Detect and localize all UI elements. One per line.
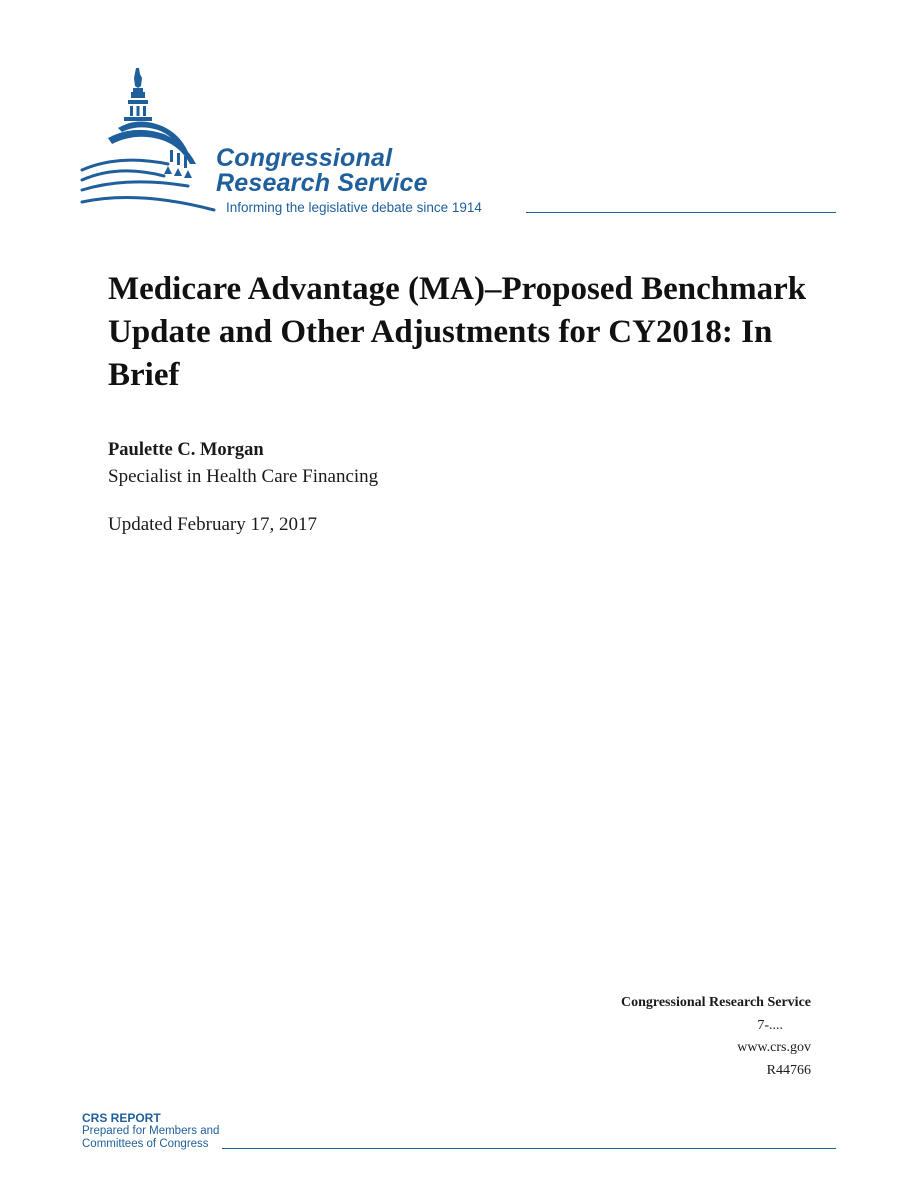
- crs-code: 7-....: [757, 1017, 783, 1033]
- crs-logo-name: [216, 146, 428, 196]
- crs-info-block: [621, 992, 811, 1082]
- footer-line3: Committees of Congress: [82, 1138, 209, 1150]
- author-title: Specialist in Health Care Financing: [108, 466, 379, 487]
- crs-logo: [78, 64, 838, 224]
- report-number: R44766: [766, 1062, 811, 1078]
- footer-line2: Prepared for Members and: [82, 1125, 220, 1137]
- report-title: Medicare Advantage (MA)–Proposed Benchmark Update and Other Adjustments for CY2018: In Brief: [108, 271, 807, 393]
- header-divider: [526, 212, 836, 213]
- crs-org-name: Congressional Research Service: [620, 995, 811, 1010]
- logo-name-line2: Research Service: [216, 169, 428, 197]
- logo-tagline: Informing the legislative debate since 1914: [226, 200, 482, 215]
- footer-text: [82, 1112, 836, 1151]
- updated-date: Updated February 17, 2017: [108, 514, 317, 535]
- footer-heading: CRS REPORT: [82, 1111, 161, 1125]
- footer-divider: [222, 1148, 836, 1149]
- crs-website: www.crs.gov: [737, 1040, 811, 1055]
- footer: [82, 1112, 836, 1151]
- capitol-dome-icon: [78, 64, 218, 216]
- author-name: Paulette C. Morgan: [108, 440, 264, 460]
- logo-name-line1: Congressional: [216, 144, 393, 172]
